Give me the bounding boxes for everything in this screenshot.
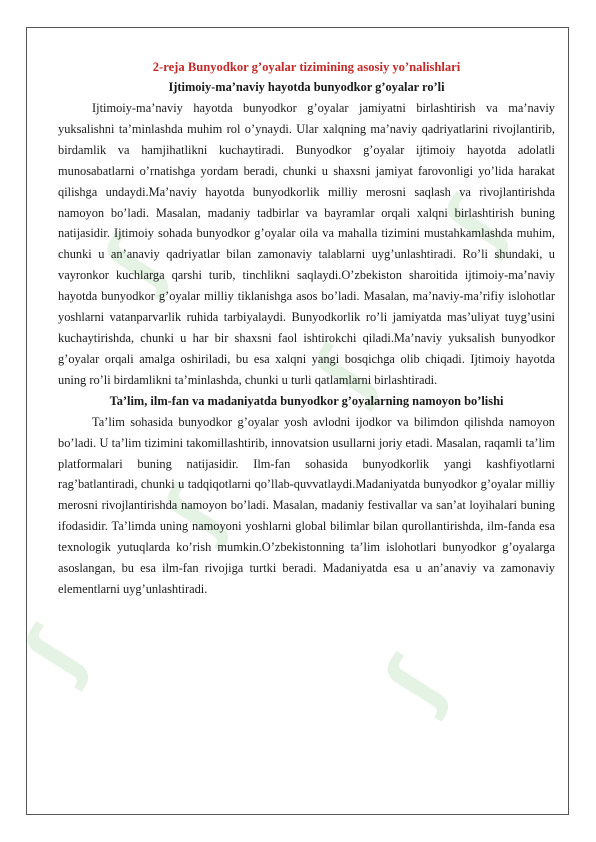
section2-paragraph: Ta’lim sohasida bunyodkor g’oyalar yosh avlodni ijodkor va bilimdon qilishda namoyon bo’ladi. U ta’lim tizimini takomillashtirib, innovatsion usullarni joriy etadi. Masalan, raqamli ta’lim platformalari buning natijasidir. Ilm-fan sohasida bunyodkorlik yangi kashfiyotlarni rag’batlantiradi, chunki u tadqiqotlarni qo’llab-quvvatlaydi.Madaniyatda bunyodkor g’oyalar milliy merosni rivojlantirishda namoyon bo’ladi. Masalan, madaniy festivallar va san’at loyihalari buning ifodasidir. Ta’limda uning namoyoni yoshlarni global bilimlar bilan qurollantirishda, ilm-fanda esa texnologik yutuqlarda ko’rish mumkin.O’zbekistonning ta’lim islohotlari bunyodkor g’oyalarga asoslangan, bu esa ilm-fan rivojiga turtki beradi. Madaniyatda esa u an’anaviy va zamonaviy elementlarni uyg’unlashtiradi. (58, 414, 555, 596)
document-body (58, 58, 555, 600)
document-title: 2-reja Bunyodkor g’oyalar tizimining asosiy yo’nalishlari (152, 60, 461, 74)
watermark-mark: ʃ (8, 619, 100, 691)
watermark-mark: ʃ (148, 479, 240, 551)
section2-heading: Ta’lim, ilm-fan va madaniyatda bunyodkor g’oyalarning namoyon bo’lishi (109, 393, 504, 408)
watermark-mark: ʃ (368, 649, 460, 721)
watermark-mark: ʃ (88, 229, 180, 301)
section1-heading: Ijtimoiy-ma’naviy hayotda bunyodkor g’oyalar ro’li (168, 80, 445, 94)
section1-paragraph: Ijtimoiy-ma’naviy hayotda bunyodkor g’oyalar jamiyatni birlashtirish va ma’naviy yuksalishni ta’minlashda muhim rol o’ynaydi. Ular xalqning ma’naviy qadriyatlarini rivojlantirib, birdamlik va hamjihatlikni kuchaytiradi. Bunyodkor g’oyalar ijtimoiy hayotda adolatli munosabatlarni o’rnatishga yordam beradi, chunki u shaxsni jamiyat farovonligi yo’lida harakat qilishga undaydi.Ma’naviy hayotda bunyodkorlik milliy merosni saqlash va rivojlantirishda namoyon bo’ladi. Masalan, madaniy tadbirlar va bayramlar orqali xalqni birlashtirish buning natijasidir. Ijtimoiy sohada bunyodkor g’oyalar oila va mahalla tizimini mustahkamlashda muhim, chunki u an’anaviy qadriyatlar bilan zamonaviy talablarni uyg’unlashtiradi. Ro’li shundaki, u vayronkor kuchlarga qarshi turib, tinchlikni saqlaydi.O’zbekiston sharoitida ijtimoiy-ma’naviy hayotda bunyodkor g’oyalar milliy tiklanishga asos bo’ladi. Masalan, ma’naviy-ma’rifiy islohotlar yoshlarni vatanparvarlik ruhida tarbiyalaydi. Bunyodkorlik ro’li jamiyatda mas’uliyat tuyg’usini kuchaytirishda, chunki u har bir shaxsni faol ishtirokchi qiladi.Ma’naviy yuksalish bunyodkor g’oyalar orqali amalga oshiriladi, bu esa xalqni yangi bosqichga olib chiqadi. Ijtimoiy hayotda uning ro’li birdamlikni ta’minlashda, chunki u turli qatlamlarni birlashtiradi. (58, 101, 555, 387)
watermark-mark: ʃ (298, 339, 390, 411)
watermark-mark: ʃ (428, 189, 520, 261)
